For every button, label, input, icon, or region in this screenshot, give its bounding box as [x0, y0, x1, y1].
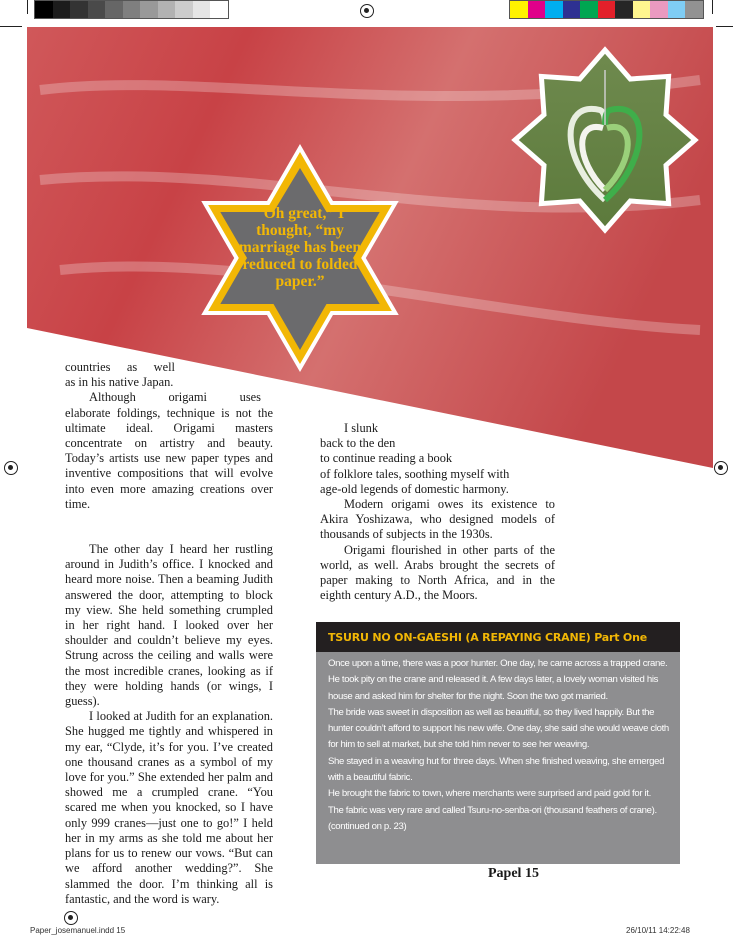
- paragraph: elaborate foldings, technique is not the ultimate ideal. Origami masters concentrate on artistry and beauty. Today’s artists use new paper types and inventive compositions that will evolve into even more amazing creations over time.: [65, 405, 273, 511]
- paragraph: age-old legends of domestic harmony.: [320, 481, 509, 496]
- sidebar-paragraph: She stayed in a weaving hut for three days. When she finished weaving, she emerged with a beautiful fabric.: [328, 755, 665, 784]
- paragraph: I looked at Judith for an explanation. She hugged me tightly and whispered in my ear, “Clyde, it’s for you. I’ve created one thousand cranes as a symbol of my love for you.” She extended her palm and showed me a crumpled crane. “You scared me when you knocked, so I have only 999 cranes—just one to go!” I held her in my arms as she told me about her plans for us to renew our vows. “But can we afford another wedding?”. She slammed the door. I’m thinking all is fantastic, and the word is wary.: [65, 709, 273, 906]
- paragraph: countries as well: [65, 360, 175, 374]
- sidebar-paragraph: The bride was sweet in disposition as well as beautiful, so they lived happily. But the hunter couldn’t afford to support his new wife. One day, she said she would weave cloth for him to sell at market, but she told him never to see her weaving.: [328, 706, 669, 751]
- sidebar-paragraph: (continued on p. 23): [328, 820, 407, 832]
- sidebar-paragraph: The fabric was very rare and called Tsuru-no-senba-ori (thousand feathers of crane).: [328, 804, 657, 816]
- page-folio: Papel 15: [488, 866, 539, 881]
- folktale-sidebar: [316, 622, 680, 864]
- paragraph: back to the den: [320, 436, 396, 451]
- paragraph: to continue reading a book: [320, 451, 453, 466]
- paragraph: as in his native Japan.: [65, 375, 174, 390]
- slug-filename: Paper_josemanuel.indd 15: [30, 926, 126, 935]
- paragraph: The other day I heard her rustling around in Judith’s office. I knocked and heard more noise. Then a beaming Judith answered the door, attempting to block my view. She held something crumpled in her right hand. I looked over her shoulder and couldn’t believe my eyes. Strung across the ceiling and walls were the most incredible cranes, looking as if they were holding hands (or wings, I guess).: [65, 542, 273, 709]
- paragraph: Modern origami owes its existence to Akira Yoshizawa, who designed models of thousands of subjects in the 1930s.: [320, 497, 555, 542]
- pull-quote: “Oh great,” I thought, “my marriage has been reduced to folded paper.”: [238, 205, 362, 290]
- sidebar-title: TSURU NO ON-GAESHI (A REPAYING CRANE) Part One: [316, 622, 680, 652]
- right-column: [320, 421, 555, 603]
- paragraph: Origami flourished in other parts of the world, as well. Arabs brought the secrets of paper making to North Africa, and in the eighth century A.D., the Moors.: [320, 542, 555, 603]
- paragraph: Although origami uses: [89, 390, 261, 405]
- paragraph: of folklore tales, soothing myself with: [320, 466, 510, 481]
- left-column: [65, 360, 273, 907]
- paragraph: I slunk: [344, 421, 379, 435]
- sidebar-paragraph: He brought the fabric to town, where merchants were surprised and paid gold for it.: [328, 788, 651, 800]
- sidebar-paragraph: Once upon a time, there was a poor hunter. One day, he came across a trapped crane. He took pity on the crane and released it. A few days later, a lovely woman visited his house and asked him for shelter for the night. Soon the two got married.: [328, 658, 668, 702]
- slug-date: 26/10/11 14:22:48: [626, 926, 690, 935]
